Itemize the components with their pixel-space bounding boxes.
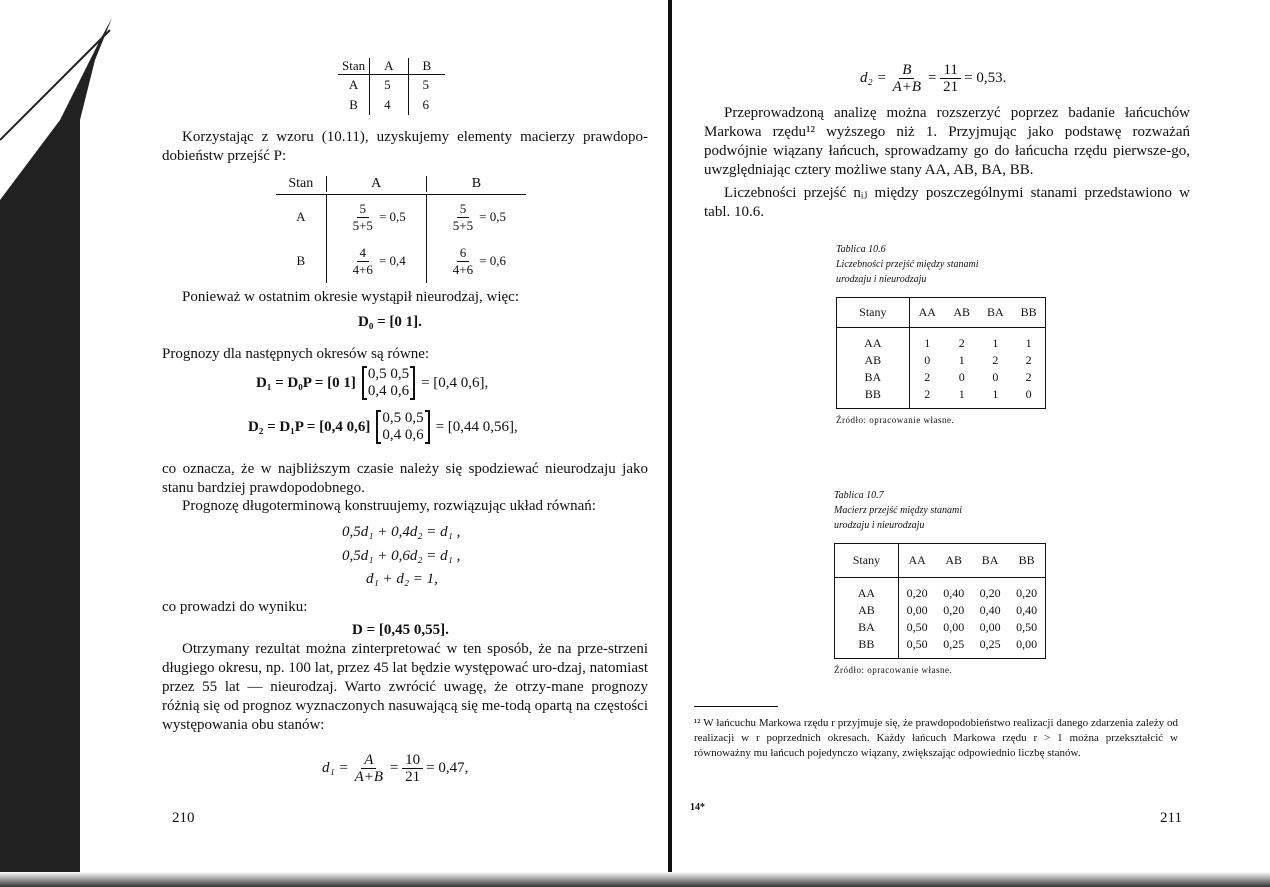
fraction-numerator: 5 — [357, 201, 370, 218]
table-header: Stany — [835, 544, 899, 578]
paragraph: co oznacza, że w najbliższym czasie należy się spodziewać nieurodzaju jako stanu bardziej prawdopodobnego. — [162, 461, 648, 496]
table-cell: 0 — [992, 370, 999, 384]
table-cell: 1 — [1025, 336, 1032, 350]
table-cell: 2 — [1025, 353, 1032, 367]
table-cell: 2 — [924, 387, 931, 401]
table-10-7 — [834, 543, 1046, 659]
fraction-denominator: A+B — [892, 79, 922, 95]
table-cell: 2 — [1025, 370, 1032, 384]
paragraph: Ponieważ w ostatnim okresie wystąpił nieurodzaj, więc: — [182, 289, 519, 305]
fraction-denominator: 21 — [943, 79, 959, 95]
paragraph: Prognozę długoterminową konstruujemy, rozwiązując układ równań: — [182, 498, 596, 514]
footnote-rule — [694, 706, 778, 707]
table-cell: B — [338, 95, 370, 115]
fraction-numerator: B — [899, 62, 914, 79]
equation-d2-frequency — [860, 62, 1006, 95]
paragraph: Otrzymany rezultat można zinterpretować w ten sposób, że na prze-strzeni długiego okresu, np. 100 lat, przez 45 lat będzie występować uro-dzaj, natomiast przez 55 lat — nieurodzaj. Warto zwrócić uwagę, że otrzy-mane prognozy różnią się od prognoz wyznaczonych nasuwającą się me-todą opartą na częstości występowania obu stanów: — [162, 641, 648, 733]
table-cell: 0,20 — [979, 586, 1001, 600]
equation-lhs: D₁ = D₀P = [0 1] — [256, 374, 356, 391]
table-cell: 0,50 — [906, 637, 928, 651]
table-header: A — [327, 176, 427, 192]
fraction-numerator: 4 — [357, 245, 370, 262]
table-header: AB — [945, 298, 979, 328]
table-cell: 5 — [422, 77, 430, 92]
table-cell: 6 — [422, 97, 430, 112]
table-cell: 0,25 — [979, 637, 1001, 651]
table-cell: 0,20 — [943, 603, 965, 617]
table-header: AA — [898, 544, 935, 578]
table-header: B — [471, 176, 482, 191]
table-cell: BA — [837, 369, 910, 386]
matrix — [362, 366, 415, 400]
table-source: Źródło: opracowanie własne. — [836, 415, 955, 425]
table-header: B — [408, 58, 445, 75]
table-cell: AB — [837, 352, 910, 369]
table-cell: 0,50 — [1016, 620, 1038, 634]
table-header: AB — [936, 544, 972, 578]
fraction-denominator: A+B — [354, 769, 384, 785]
table-cell: AB — [835, 602, 899, 619]
table-10-7-block — [834, 488, 1046, 675]
equation-d1-frequency — [322, 752, 468, 785]
table-10-6 — [836, 297, 1046, 409]
right-page — [672, 0, 1270, 887]
table-cell: 0 — [924, 353, 931, 367]
table-cell: 0,40 — [1016, 603, 1038, 617]
fraction-numerator: A — [361, 752, 376, 769]
table-cell: 2 — [958, 336, 965, 350]
table-cell — [327, 239, 427, 283]
fraction-denominator: 4+6 — [352, 261, 373, 277]
fraction-denominator: 5+5 — [352, 217, 373, 233]
table-cell: 1 — [924, 336, 931, 350]
table-cell: 0 — [1025, 387, 1032, 401]
equation-lhs: D₂ = D₁P = [0,4 0,6] — [248, 418, 371, 435]
scan-shadow-bottom — [0, 872, 1270, 887]
paragraph: co prowadzi do wyniku: — [162, 599, 308, 615]
table-cell: BA — [835, 619, 899, 636]
fraction-value: = 0,5 — [378, 209, 406, 224]
table-cell: B — [276, 239, 327, 283]
fraction-numerator: 6 — [457, 245, 470, 262]
table-cell: A — [276, 195, 327, 239]
fraction-numerator: 11 — [940, 62, 960, 79]
equation-rhs: = [0,44 0,56], — [435, 418, 518, 435]
table-cell: BB — [835, 636, 899, 659]
page-number: 211 — [1160, 810, 1182, 826]
equation-system-line: 0,5d₁ + 0,6d₂ = d₁ , — [342, 548, 461, 564]
table-cell: 1 — [992, 387, 999, 401]
table-header: BB — [1012, 298, 1045, 328]
equation-rhs: = [0,4 0,6], — [421, 374, 489, 391]
table-header: AA — [909, 298, 945, 328]
fraction-value: = 0,5 — [479, 209, 506, 224]
table-cell: 0,00 — [1016, 637, 1038, 651]
table-title: Liczebności przejść między stanami — [836, 259, 979, 270]
table-source: Źródło: opracowanie własne. — [834, 665, 953, 675]
equals-sign: = — [389, 760, 400, 776]
table-cell: 4 — [370, 95, 408, 115]
table-cell: 1 — [958, 387, 965, 401]
paragraph: Liczebności przejść nᵢⱼ między poszczególnymi stanami przedstawiono w tabl. 10.6. — [704, 185, 1190, 220]
table-title: urodzaju i nieurodzaju — [834, 520, 925, 531]
table-cell: 2 — [992, 353, 999, 367]
equation-lhs: d₂ = — [860, 70, 887, 86]
table-cell: 1 — [992, 336, 999, 350]
table-cell: AA — [837, 328, 910, 353]
equation-rhs: = 0,53. — [964, 70, 1007, 86]
equation-d0: D₀ = [0 1]. — [358, 314, 422, 330]
table-header: Stany — [837, 298, 910, 328]
fraction-numerator: 5 — [457, 201, 470, 218]
table-10-6-block — [836, 242, 1046, 425]
equation-d2 — [248, 410, 518, 444]
table-cell: 0,20 — [906, 586, 928, 600]
table-label: Tablica 10.7 — [834, 490, 884, 501]
table-cell: 1 — [958, 353, 965, 367]
matrix-row: 0,4 0,6 — [382, 427, 424, 443]
matrix-row: 0,5 0,5 — [382, 410, 424, 426]
table-cell: BB — [837, 386, 910, 409]
matrix-row: 0,5 0,5 — [367, 366, 410, 382]
table-cell — [427, 195, 526, 239]
table-header: BA — [972, 544, 1008, 578]
table-header: Stan — [276, 176, 327, 192]
fraction-denominator: 21 — [405, 769, 421, 785]
table-counts — [338, 58, 445, 115]
equation-rhs: = 0,47, — [426, 760, 469, 776]
equation-d1 — [256, 366, 488, 400]
page-edge-shadow — [0, 0, 120, 887]
paragraph: Przeprowadzoną analizę można rozszerzyć poprzez badanie łańcuchów Markowa rzędu¹² wyższego niż 1. Przyjmując jako podstawę rozważań podwójnie wiązany łańcuch, sprowadzamy go do łańcucha rzędu pierwsze-go, uwzględniając cztery możliwe stany AA, AB, BA, BB. — [704, 105, 1190, 178]
matrix — [376, 410, 429, 444]
table-cell: A — [338, 75, 370, 96]
table-header: BA — [979, 298, 1013, 328]
table-cell: 0,00 — [906, 603, 928, 617]
fraction-value: = 0,6 — [479, 253, 506, 268]
table-cell: 0,20 — [1016, 586, 1038, 600]
table-cell: 0 — [958, 370, 965, 384]
equation-lhs: d₁ = — [322, 760, 349, 776]
table-cell: 0,40 — [943, 586, 965, 600]
table-cell: 0,25 — [943, 637, 965, 651]
matrix-row: 0,4 0,6 — [367, 383, 410, 399]
signature-mark: 14* — [690, 802, 705, 813]
table-cell — [427, 239, 526, 283]
table-label: Tablica 10.6 — [836, 244, 886, 255]
table-cell: AA — [835, 578, 899, 603]
table-title: Macierz przejść między stanami — [834, 505, 963, 516]
table-cell: 0,00 — [979, 620, 1001, 634]
table-cell: 0,50 — [906, 620, 928, 634]
footnote: ¹² W łańcuchu Markowa rzędu r przyjmuje się, że prawdopodobieństwo realizacji danego zdarzenia zależy od realizacji w r poprzednich okresach. Każdy łańcuch Markowa rzędu r > 1 można przekształcić w równoważny mu łańcuch pojedynczo wiązany, zwiększając odpowiednio liczbę stanów. — [694, 717, 1178, 759]
table-title: urodzaju i nieurodzaju — [836, 274, 927, 285]
fraction-denominator: 5+5 — [452, 217, 474, 233]
table-cell: 0,40 — [979, 603, 1001, 617]
table-header: Stan — [338, 58, 370, 75]
fraction-numerator: 10 — [402, 752, 423, 769]
fraction-denominator: 4+6 — [452, 261, 474, 277]
equals-sign: = — [927, 70, 938, 86]
table-cell: 5 — [370, 75, 408, 96]
table-header: A — [370, 58, 408, 75]
table-cell: 0,00 — [943, 620, 965, 634]
equation-system-line: d₁ + d₂ = 1, — [366, 571, 438, 587]
page-number: 210 — [172, 810, 195, 826]
paragraph: Prognozy dla następnych okresów są równe: — [162, 346, 430, 362]
table-cell — [327, 195, 427, 239]
table-probabilities — [276, 176, 526, 283]
table-header: BB — [1008, 544, 1045, 578]
equation-system-line: 0,5d₁ + 0,4d₂ = d₁ , — [342, 524, 461, 540]
equation-d: D = [0,45 0,55]. — [352, 622, 449, 638]
fraction-value: = 0,4 — [378, 253, 406, 268]
paragraph: Korzystając z wzoru (10.11), uzyskujemy elementy macierzy prawdopo-dobieństw przejść P: — [162, 129, 648, 164]
table-cell: 2 — [924, 370, 931, 384]
